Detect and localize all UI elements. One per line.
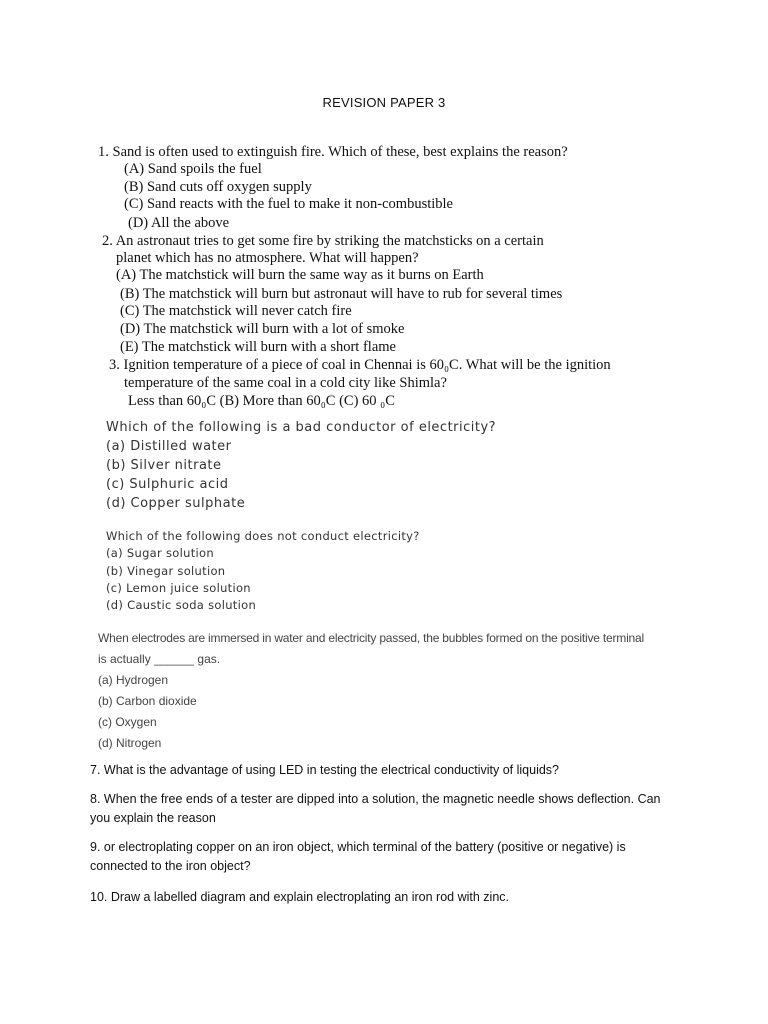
q6-stem-line2: is actually ______ gas.	[98, 652, 221, 666]
q2-option-a: (A) The matchstick will burn the same way as it burns on Earth	[116, 267, 484, 283]
q2-option-b: (B) The matchstick will burn but astronaut will have to rub for several times	[120, 286, 563, 302]
q4-option-a: (a) Distilled water	[106, 439, 232, 454]
q5-option-c: (c) Lemon juice solution	[106, 581, 251, 595]
q3-stem-line1: 3. Ignition temperature of a piece of coal in Chennai is 60₀C. What will be the ignition	[109, 357, 611, 373]
q6-option-a: (a) Hydrogen	[98, 673, 169, 687]
q1-stem: 1. Sand is often used to extinguish fire. Which of these, best explains the reason?	[98, 144, 568, 160]
q6-option-c: (c) Oxygen	[98, 715, 157, 729]
q10-text: 10. Draw a labelled diagram and explain electroplating an iron rod with zinc.	[90, 890, 509, 904]
q6-option-b: (b) Carbon dioxide	[98, 694, 197, 708]
q9-line1: 9. or electroplating copper on an iron object, which terminal of the battery (positive or negative) is	[90, 840, 626, 854]
q1-option-a: (A) Sand spoils the fuel	[124, 161, 262, 177]
q4-stem: Which of the following is a bad conductor of electricity?	[106, 420, 497, 435]
q1-option-b: (B) Sand cuts off oxygen supply	[124, 179, 312, 195]
q9-line2: connected to the iron object?	[90, 859, 251, 873]
q6-option-d: (d) Nitrogen	[98, 736, 162, 750]
q4-option-b: (b) Silver nitrate	[106, 458, 222, 473]
q2-option-e: (E) The matchstick will burn with a short flame	[120, 339, 396, 355]
q4-option-c: (c) Sulphuric acid	[106, 477, 229, 492]
q4-option-d: (d) Copper sulphate	[106, 496, 246, 511]
q5-option-d: (d) Caustic soda solution	[106, 598, 257, 612]
page-title: REVISION PAPER 3	[322, 95, 446, 110]
q2-option-d: (D) The matchstick will burn with a lot of smoke	[120, 321, 405, 337]
q5-stem: Which of the following does not conduct electricity?	[106, 529, 420, 543]
q2-option-c: (C) The matchstick will never catch fire	[120, 303, 352, 319]
q5-option-b: (b) Vinegar solution	[106, 564, 226, 578]
q8-line2: you explain the reason	[90, 811, 216, 825]
q2-stem-line2: planet which has no atmosphere. What will happen?	[116, 250, 419, 266]
q1-option-c: (C) Sand reacts with the fuel to make it non-combustible	[124, 196, 453, 212]
q7-text: 7. What is the advantage of using LED in testing the electrical conductivity of liquids?	[90, 763, 560, 777]
q1-option-d: (D) All the above	[128, 215, 230, 231]
q2-stem-line1: 2. An astronaut tries to get some fire by striking the matchsticks on a certain	[102, 233, 544, 249]
q3-options: Less than 60₀C (B) More than 60₀C (C) 60 ₀C	[128, 393, 395, 409]
q5-option-a: (a) Sugar solution	[106, 546, 214, 560]
q3-stem-line2: temperature of the same coal in a cold city like Shimla?	[124, 375, 447, 391]
q8-line1: 8. When the free ends of a tester are dipped into a solution, the magnetic needle shows deflection. Can	[90, 792, 661, 806]
q6-stem-line1: When electrodes are immersed in water and electricity passed, the bubbles formed on the positive terminal	[98, 631, 644, 645]
